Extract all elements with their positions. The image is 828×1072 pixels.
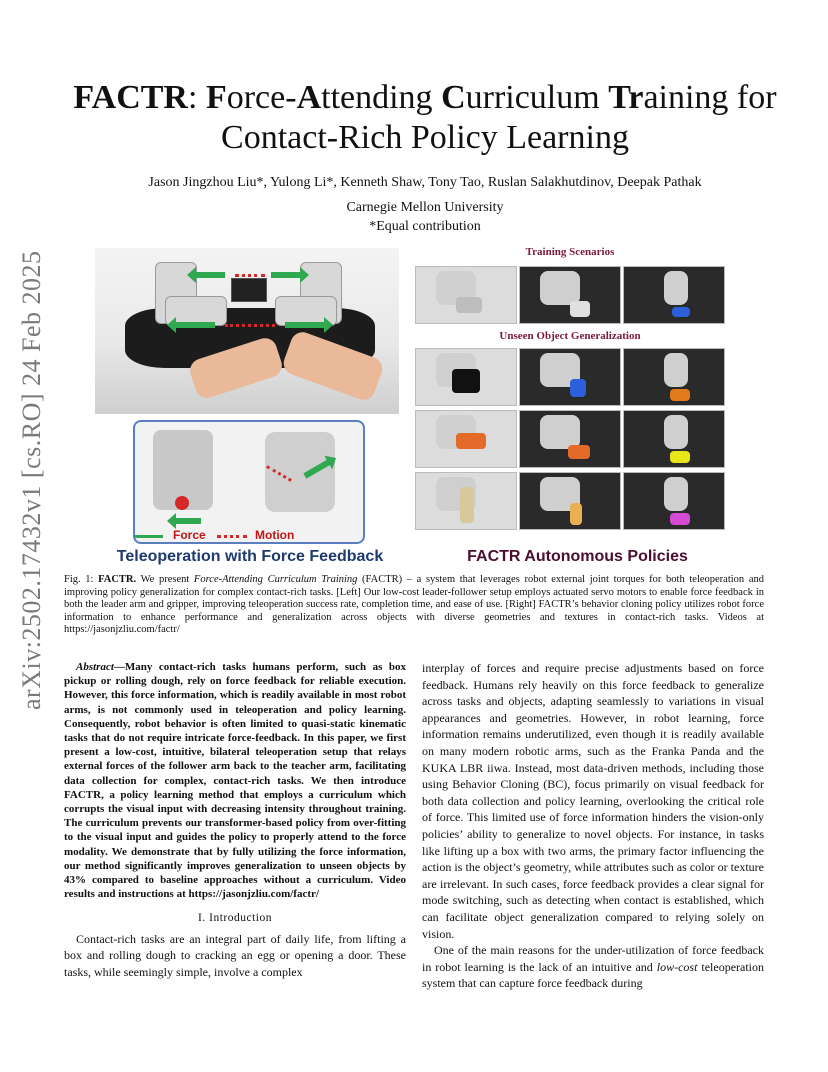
scenario-cell [519,266,621,324]
box-object [231,278,267,302]
title-word-orce: orce- [226,79,297,116]
scenario-cell [519,410,621,468]
scenario-cell [415,348,517,406]
right-column [422,660,764,992]
scenario-cell [623,472,725,530]
arxiv-identifier: arXiv:2502.17432v1 [cs.RO] 24 Feb 2025 [17,250,46,710]
caption-label: Fig. 1: [64,574,94,585]
right-panel-caption: FACTR Autonomous Policies [467,548,688,565]
abstract-text: —Many contact-rich tasks humans perform, such as box pickup or rolling dough, rely on force feedback for reliable execution. However, this force information, which is readily available in most robot arms, is not commonly used in teleoperation and policy learning. Consequently, robot behavior is often limited to quasi-static kinematic tasks that do not require intricate force-feedback. In this paper, we first present a low-cost, intuitive, bilateral teleoperation setup that relays external forces of the follower arm back to the teacher arm, facilitating data collection for complex, contact-rich tasks. We then introduce FACTR, a policy learning method that employs a curriculum which corrupts the visual input with decreasing intensity throughout training. The curriculum prevents our transformer-based policy from over-fitting to the visual input and guides the policy to properly attend to the force modality. We demonstrate that by fully utilizing the force information, our method significantly improves generalization to unseen objects by 43% compared to baseline approaches without a curriculum. Video results and instructions at https://jasonjzliu.com/factr/ [64,661,406,901]
scenario-cell [519,472,621,530]
force-arrow [195,272,225,278]
title-letter-f: F [205,79,227,116]
caption-text-pre: We present [136,574,194,585]
affiliation: Carnegie Mellon University [346,200,504,215]
paper-title [70,78,780,158]
gripper-inset [133,420,365,544]
gripper-ball [175,496,189,510]
training-scenarios-title: Training Scenarios [525,246,615,258]
legend-motion-swatch [217,535,247,538]
abstract-label: Abstract [76,661,114,673]
force-arrow [271,272,301,278]
scenario-cell [623,410,725,468]
motion-arrow [235,274,265,277]
body-paragraph-2 [422,942,764,992]
scenario-cell [623,266,725,324]
force-arrow [175,322,215,328]
title-line-2: Contact-Rich Policy Learning [221,119,629,156]
unseen-object-title: Unseen Object Generalization [499,330,641,342]
scenario-cell [415,266,517,324]
scenario-cell [415,410,517,468]
motion-arrow [225,324,275,327]
force-arrow [285,322,325,328]
title-colon: : [188,79,206,116]
teleoperation-photo [95,248,399,414]
scenario-cell [519,348,621,406]
left-panel-caption: Teleoperation with Force Feedback [116,548,384,565]
caption-name: FACTR. [98,574,137,585]
figure-caption [64,574,764,637]
title-word-ttending: ttending [321,79,442,116]
equal-contribution-note: *Equal contribution [369,219,481,234]
title-letters-tr: Tr [608,79,644,116]
intro-paragraph: Contact-rich tasks are an integral part of daily life, from lifting a box and rolling dough to cracking an egg or opening a door. These tasks, while seemingly simple, involve a complex [64,931,406,979]
author-list: Jason Jingzhou Liu*, Yulong Li*, Kenneth Shaw, Tony Tao, Ruslan Salakhutdinov, Deepak Pathak [148,175,702,190]
force-arrow [175,518,201,524]
scenario-cell [623,348,725,406]
section-heading-introduction: I. Introduction [198,912,272,925]
title-line-1 [70,78,780,118]
title-word-aining: aining for [643,79,777,116]
body-text-pre: One of the main reasons for the under-utilization of force feedback in robot learning is the lack of an intuitive and [422,943,764,974]
legend-force-swatch [135,535,163,538]
legend-force-label: Force [173,528,206,542]
body-text-post: teleoperation system that can capture force feedback during [422,959,765,991]
title-word-urriculum: urriculum [465,79,609,116]
caption-text-post: (FACTR) – a system that leverages robot external joint torques for both teleoperation and improving policy generalization for complex contact-rich tasks. [Left] Our low-cost leader-follower setup employs actuated servo motors to enable force feedback in both the leader arm and gripper, improving teleoperation success rate, completion time, and ease of use. [Right] FACTR’s behavior cloning policy utilizes robot force information to enhance performance and generalization across objects with diverse geometries and textures in contact-rich tasks. Videos at https://jasonjzliu.com/factr/ [64,574,764,635]
figure-1 [95,248,735,572]
scenario-cell [415,472,517,530]
left-column [64,660,406,980]
body-text-italic: low-cost [656,959,698,974]
abstract [64,660,406,901]
legend-motion-label: Motion [255,528,295,542]
body-paragraph: interplay of forces and require precise adjustments based on force feedback. Humans rely heavily on this force feedback to generalize across tasks and objects, adapting seamlessly to variations in visual appearances and geometries. However, in robot learning, force information remains underutilized, even though it is readily available on many modern robotic arms, such as the Franka Panda and the KUKA LBR iiwa. Instead, most data-driven methods, including those using Behavior Cloning (BC), focus primarily on visual feedback for both data collection and policy learning, overlooking the critical role of force. This limited use of force information hinders the vision-only policies’ ability to generalize to novel objects. For instance, in tasks like lifting up a box with two arms, the primary factor influencing the action is the object’s geometry, while attributes such as color or texture are irrelevant. In such cases, force feedback provides a clear signal for mode switching, such as detecting when contact is established, which can facilitate object generalization compared to relying solely on vision. [422,661,764,941]
title-letter-c: C [441,79,466,116]
caption-italic: Force-Attending Curriculum Training [193,574,358,585]
title-letter-a: A [296,79,322,116]
title-acronym: FACTR [73,79,188,116]
